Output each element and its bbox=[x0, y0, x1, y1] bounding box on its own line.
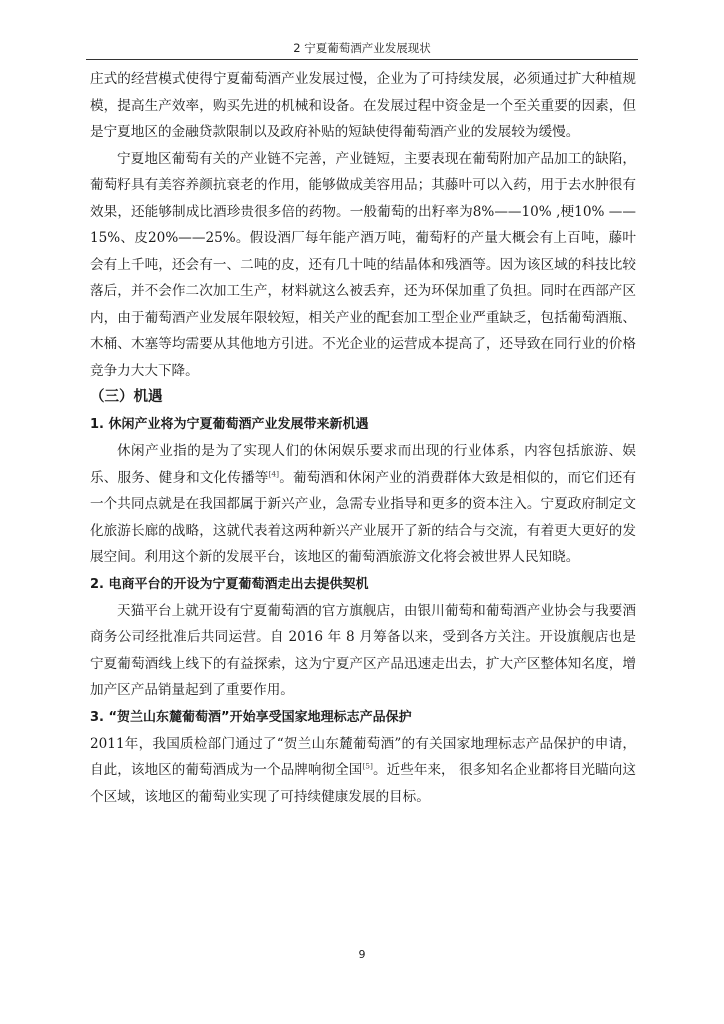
running-header: 2 宁夏葡萄酒产业发展现状 bbox=[293, 41, 431, 55]
page-body bbox=[90, 66, 636, 810]
paragraph-text: 休闲产业指的是为了实现人们的休闲娱乐要求而出现的行业体系，内容包括旅游、娱乐、服务、健身和文化传播等 bbox=[90, 443, 636, 486]
paragraph-ecommerce: 天猫平台上就开设有宁夏葡萄酒的官方旗舰店，由银川葡萄和葡萄酒产业协会与我要酒商务公司经批准后共同运营。自 2016 年 8 月筹备以来，受到各方关注。开设旗舰店也是宁夏葡萄酒线上线下的有益探索，这为宁夏产区产品迅速走出去，扩大产区整体知名度，增加产区产品销量起到了重要作用。 bbox=[90, 602, 636, 698]
subheading-leisure-industry: 1. 休闲产业将为宁夏葡萄酒产业发展带来新机遇 bbox=[90, 417, 369, 432]
page-number: 9 bbox=[358, 948, 366, 961]
paragraph-geographic-indication bbox=[90, 731, 636, 811]
header-rule bbox=[86, 59, 638, 60]
citation-reference: [5] bbox=[362, 761, 373, 771]
subheading-geographic-indication: 3. “贺兰山东麓葡萄酒”开始享受国家地理标志产品保护 bbox=[90, 709, 412, 725]
paragraph-text: 。葡萄酒和休闲产业的消费群体大致是相似的，而它们还有一个共同点就是在我国都属于新兴产业，急需专业指导和更多的资本注入。宁夏政府制定文化旅游长廊的战略，这就代表着这两种新兴产业展开了新的结合与交流，有着更大更好的发展空间。利用这个新的发展平台，该地区的葡萄酒旅游文化将会被世界人民知晓。 bbox=[90, 469, 637, 565]
citation-reference: [4] bbox=[268, 468, 280, 478]
paragraph-text: 。近些年来， 很多知名企业都将目光瞄向这个区域，该地区的葡萄业实现了可持续健康发展的目标。 bbox=[90, 762, 636, 805]
paragraph-text: 2011年，我国质检部门通过了“贺兰山东麓葡萄酒”的有关国家地理标志产品保护的申请，自此，该地区的葡萄酒成为一个品牌响彻全国 bbox=[90, 735, 636, 778]
paragraph-continuation: 庄式的经营模式使得宁夏葡萄酒产业发展过慢，企业为了可持续发展，必须通过扩大种植规模，提高生产效率，购买先进的机械和设备。在发展过程中资金是一个至关重要的因素，但是宁夏地区的金融贷款限制以及政府补贴的短缺使得葡萄酒产业的发展较为缓慢。 bbox=[90, 71, 636, 140]
paragraph-leisure-industry bbox=[90, 438, 636, 571]
subheading-ecommerce: 2. 电商平台的开设为宁夏葡萄酒走出去提供契机 bbox=[90, 576, 369, 592]
section-heading-opportunities: （三）机遇 bbox=[90, 389, 163, 405]
paragraph-industry-chain: 宁夏地区葡萄有关的产业链不完善，产业链短，主要表现在葡萄附加产品加工的缺陷，葡萄籽具有美容养颜抗衰老的作用，能够做成美容用品；其藤叶可以入药，用于去水肿很有效果，还能够制成比酒珍贵很多倍的药物。一般葡萄的出籽率为8%——10% ,梗10% ——15%、皮20%——25%。假设酒厂每年能产酒万吨，葡萄籽的产量大概会有上百吨，藤叶会有上千吨，还会有一、二吨的皮，还有几十吨的结晶体和残酒等。因为该区域的科技比较落后，并不会作二次加工生产，材料就这么被丢弃，还为环保加重了负担。同时在西部产区内，由于葡萄酒产业发展年限较短，相关产业的配套加工型企业严重缺乏，包括葡萄酒瓶、木桶、木塞等均需要从其他地方引进。不光企业的运营成本提高了，还导致在同行业的价格竞争力大大下降。 bbox=[90, 150, 636, 379]
